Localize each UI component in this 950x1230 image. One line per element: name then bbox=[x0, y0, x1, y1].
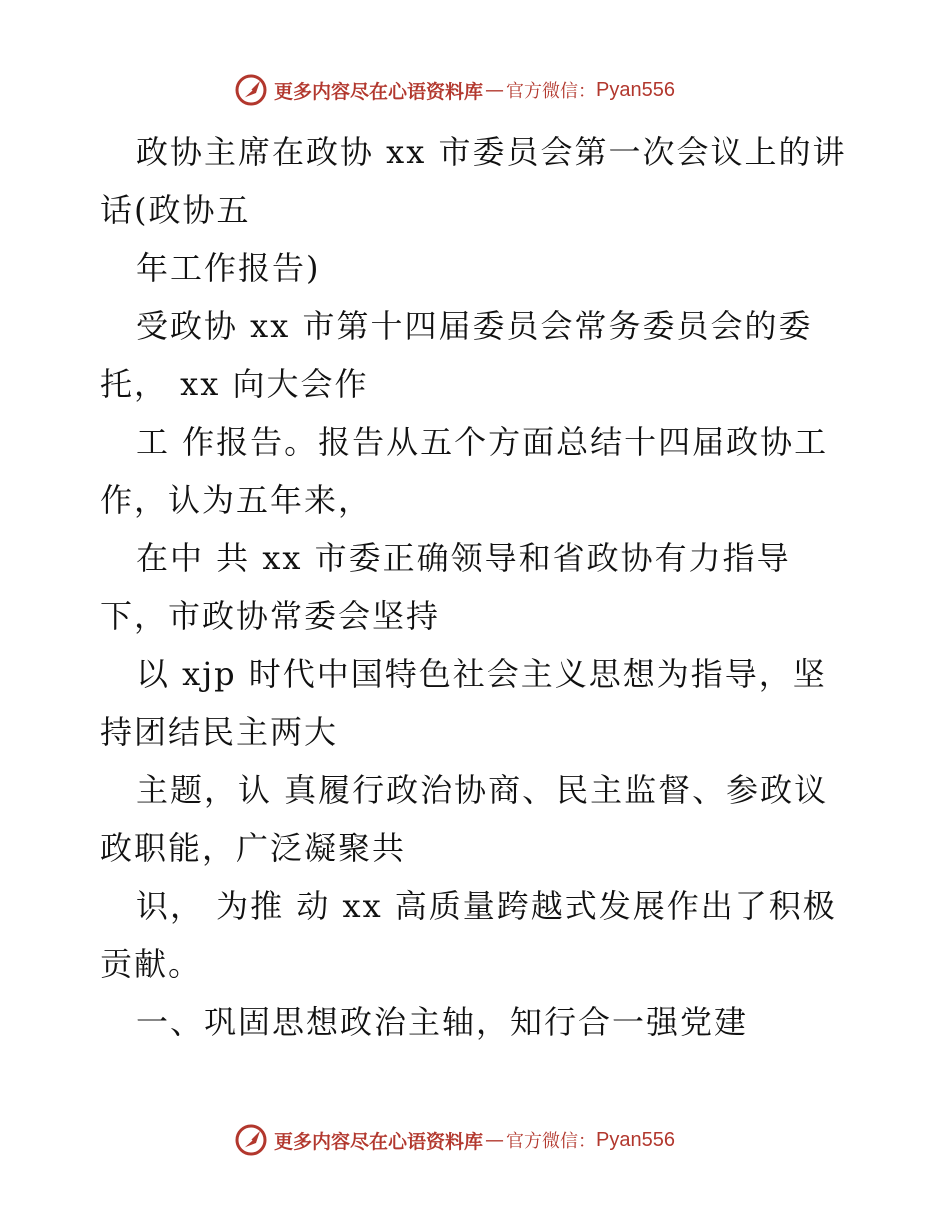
feather-pen-logo-icon bbox=[234, 73, 268, 107]
banner-brand-text: 更多内容尽在心语资料库 bbox=[274, 1130, 484, 1153]
document-line: 政协主席在政协 xx 市委员会第一次会议上的讲 bbox=[136, 133, 847, 171]
banner-brand-text: 更多内容尽在心语资料库 bbox=[274, 80, 484, 103]
document-line: 在中 共 xx 市委正确领导和省政协有力指导 bbox=[136, 539, 791, 577]
document-line: 下，市政协常委会坚持 bbox=[100, 597, 441, 635]
document-line: 以 xjp 时代中国特色社会主义思想为指导，坚 bbox=[136, 655, 827, 693]
feather-pen-logo-icon bbox=[234, 1123, 268, 1157]
document-body bbox=[100, 123, 860, 1051]
banner-contact-id: Pyan556 bbox=[596, 78, 675, 101]
document-line: 工 作报告。报告从五个方面总结十四届政协工 bbox=[136, 423, 829, 461]
document-line: 受政协 xx 市第十四届委员会常务委员会的委 bbox=[136, 307, 813, 345]
banner-contact-id: Pyan556 bbox=[596, 1128, 675, 1151]
document-line: 政职能，广泛凝聚共 bbox=[100, 829, 407, 867]
document-line: 持团结民主两大 bbox=[100, 713, 339, 751]
banner-contact-label: 官方微信： bbox=[506, 81, 597, 102]
banner-contact-label: 官方微信： bbox=[506, 1131, 597, 1152]
document-line: 贡献。 bbox=[100, 945, 203, 983]
document-line: 话(政协五 bbox=[100, 191, 251, 229]
header-banner bbox=[234, 70, 675, 110]
footer-banner bbox=[234, 1120, 675, 1160]
document-line: 识， 为推 动 xx 高质量跨越式发展作出了积极 bbox=[136, 887, 837, 925]
document-line: 年工作报告) bbox=[136, 249, 321, 287]
document-line: 托， xx 向大会作 bbox=[100, 365, 369, 403]
banner-separator: — bbox=[485, 79, 505, 101]
document-line: 主题，认 真履行政治协商、民主监督、参政议 bbox=[136, 771, 829, 809]
banner-separator: — bbox=[485, 1129, 505, 1151]
section-heading: 一、巩固思想政治主轴，知行合一强党建 bbox=[136, 1003, 749, 1041]
document-line: 作，认为五年来， bbox=[100, 481, 373, 519]
